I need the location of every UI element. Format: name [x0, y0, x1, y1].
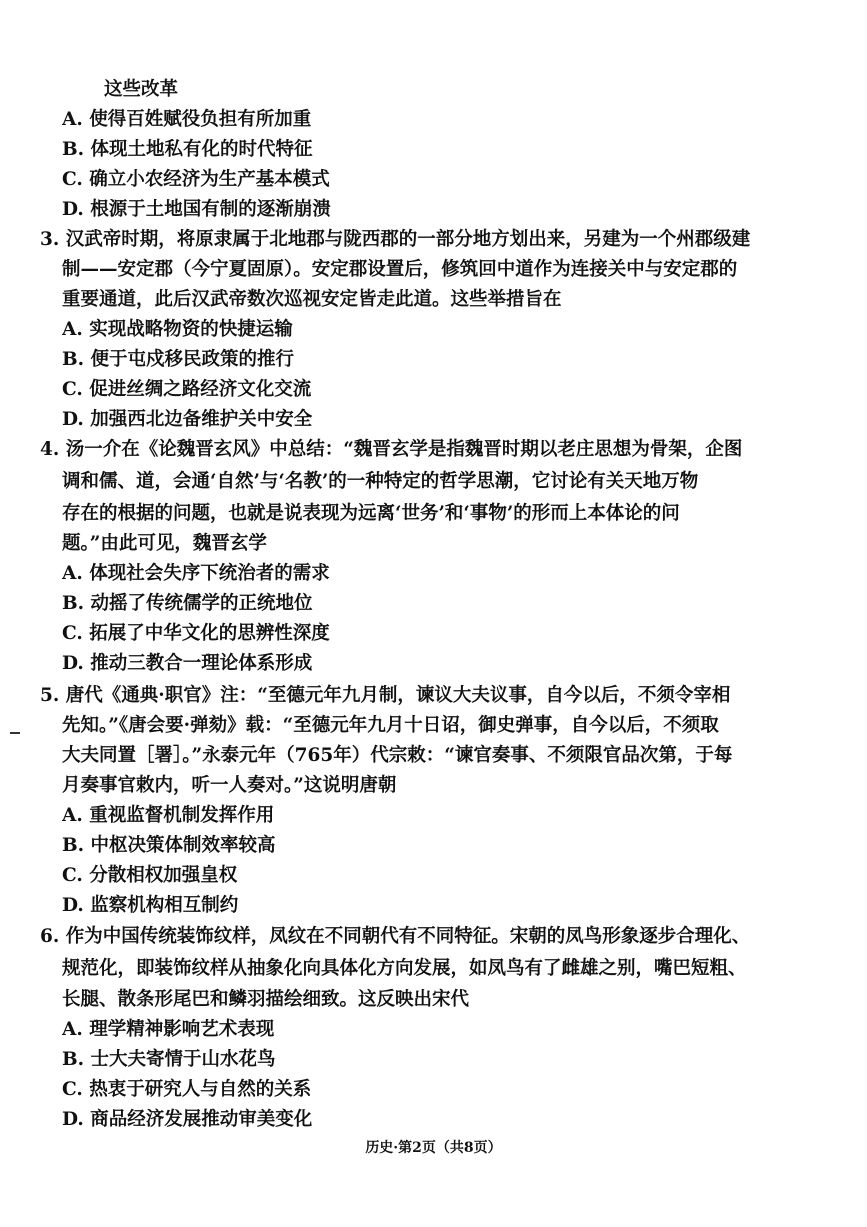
q6-option-d: D. 商品经济发展推动审美变化 [62, 1109, 313, 1130]
q4-option-c: C. 拓展了中华文化的思辨性深度 [62, 623, 330, 644]
q5-stem-line-1: 5. 唐代《通典·职官》注：“至德元年九月制，谏议大夫议事，自今以后，不须令宰相 [40, 685, 731, 706]
q4-stem-line-4: 题。”由此可见，魏晋玄学 [62, 533, 267, 554]
q5-stem-line-2: 先知。”《唐会要·弹劾》载：“至德元年九月十日诏，御史弹事，自今以后，不须取 [62, 715, 719, 736]
q6-option-a: A. 理学精神影响艺术表现 [62, 1019, 275, 1040]
q6-stem-line-1: 6. 作为中国传统装饰纹样，凤纹在不同朝代有不同特征。宋朝的凤鸟形象逐步合理化、 [40, 926, 751, 947]
q2-option-a: A. 使得百姓赋役负担有所加重 [62, 109, 312, 130]
q5-stem-line-3: 大夫同置［署］。”永泰元年（765年）代宗敕：“谏官奏事、不须限官品次第，于每 [62, 745, 733, 766]
q6-option-c: C. 热衷于研究人与自然的关系 [62, 1079, 312, 1100]
q4-option-b: B. 动摇了传统儒学的正统地位 [62, 593, 313, 614]
q5-stem-line-4: 月奏事官敕内，听一人奏对。”这说明唐朝 [62, 775, 397, 796]
margin-dash-mark [10, 732, 20, 734]
q3-option-d: D. 加强西北边备维护关中安全 [62, 409, 313, 430]
q6-stem-line-2: 规范化，即装饰纹样从抽象化向具体化方向发展，如凤鸟有了雌雄之别，嘴巴短粗、 [62, 958, 747, 979]
q5-option-a: A. 重视监督机制发挥作用 [62, 805, 275, 826]
q2-option-d: D. 根源于土地国有制的逐渐崩溃 [62, 199, 331, 220]
q5-option-d: D. 监察机构相互制约 [62, 895, 239, 916]
q2-stem-tail: 这些改革 [104, 79, 179, 100]
q5-option-b: B. 中枢决策体制效率较高 [62, 835, 276, 856]
q3-stem-line-1: 3. 汉武帝时期，将原隶属于北地郡与陇西郡的一部分地方划出来，另建为一个州郡级建 [40, 229, 751, 250]
q4-stem-line-1: 4. 汤一介在《论魏晋玄风》中总结：“魏晋玄学是指魏晋时期以老庄思想为骨架，企图 [40, 439, 743, 460]
q3-stem-line-2: 制——安定郡（今宁夏固原）。安定郡设置后，修筑回中道作为连接关中与安定郡的 [62, 259, 738, 280]
q4-stem-line-2: 调和儒、道，会通‘自然’与‘名教’的一种特定的哲学思潮，它讨论有关天地万物 [62, 471, 699, 492]
q4-option-a: A. 体现社会失序下统治者的需求 [62, 563, 330, 584]
q6-stem-line-3: 长腿、散条形尾巴和鳞羽描绘细致。这反映出宋代 [62, 989, 470, 1010]
q2-option-b: B. 体现土地私有化的时代特征 [62, 139, 313, 160]
page-footer: 历史·第2页（共8页） [365, 1140, 502, 1156]
q4-stem-line-3: 存在的根据的问题，也就是说表现为远离‘世务’和‘事物’的形而上本体论的问 [62, 503, 680, 524]
q3-option-b: B. 便于屯戍移民政策的推行 [62, 349, 295, 370]
q4-option-d: D. 推动三教合一理论体系形成 [62, 653, 313, 674]
q3-stem-line-3: 重要通道，此后汉武帝数次巡视安定皆走此道。这些举措旨在 [62, 289, 562, 310]
q6-option-b: B. 士大夫寄情于山水花鸟 [62, 1049, 276, 1070]
q2-option-c: C. 确立小农经济为生产基本模式 [62, 169, 330, 190]
q3-option-c: C. 促进丝绸之路经济文化交流 [62, 379, 312, 400]
q5-option-c: C. 分散相权加强皇权 [62, 865, 238, 886]
q3-option-a: A. 实现战略物资的快捷运输 [62, 319, 293, 340]
